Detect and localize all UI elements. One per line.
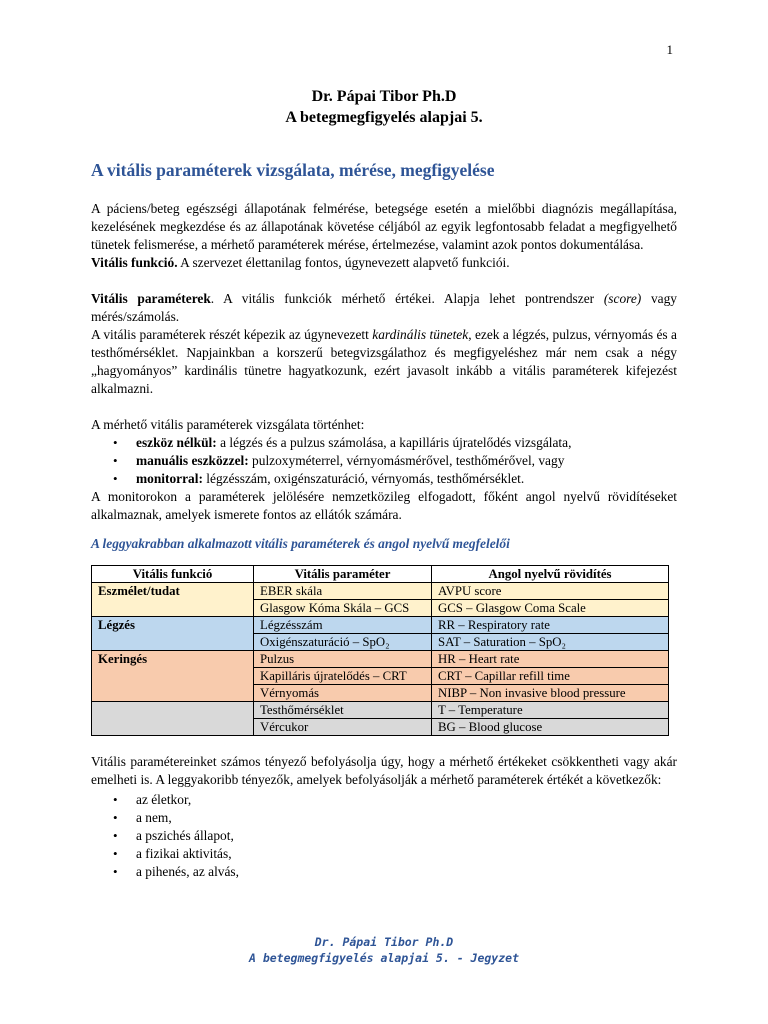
intro-paragraph: A páciens/beteg egészségi állapotának felmérése, betegsége esetén a mielőbbi diagnózis megállapítása, kezelésének megkezdése és az állapotának követése céljából az egyik legfontosabb feladat a megfigyelhető tünetek felismerése, a mérhető paraméterek mérése, értelmezése, valamint azok pontos dokumentálása. [91, 201, 677, 252]
vital-parameters-text-end: vagy mérés/számolás. [91, 291, 678, 324]
parameter-cell: Légzésszám [254, 617, 432, 634]
vital-parameters-text: . A vitális funkciók mérhető értékei. Alapja lehet pontrendszer [210, 291, 604, 306]
list-item: • a fizikai aktivitás, [91, 845, 677, 863]
vital-parameters-table [91, 565, 669, 736]
parameter-cell: Vérnyomás [254, 685, 432, 702]
monitor-abbreviation-paragraph: A monitorokon a paraméterek jelölésére nemzetközileg elfogadott, főként angol nyelvű rövidítéseket alkalmaznak, amelyek ismerete fontos az ellátók számára. [91, 489, 677, 522]
function-cell: Légzés [92, 617, 254, 651]
vital-function-definition [91, 254, 677, 272]
list-item: • a pszichés állapot, [91, 827, 677, 845]
list-item-term: monitorral: [136, 471, 203, 486]
document-title [0, 86, 768, 128]
function-cell: Eszmélet/tudat [92, 583, 254, 617]
parameter-cell: Vércukor [254, 719, 432, 736]
list-item-term: manuális eszközzel: [136, 453, 249, 468]
table-header-cell: Angol nyelvű rövidítés [432, 566, 669, 583]
list-item: • a nem, [91, 809, 677, 827]
list-item: • az életkor, [91, 791, 677, 809]
subject-line: A betegmegfigyelés alapjai 5. [285, 109, 483, 126]
abbreviation-cell: SAT – Saturation – SpO₂ [432, 634, 669, 651]
table-header-cell: Vitális funkció [92, 566, 254, 583]
factors-paragraph: Vitális paramétereinket számos tényező befolyásolja úgy, hogy a mérhető értékeket csökkentheti vagy akár emelheti is. A leggyakoribb tényezők, amelyek befolyásolják a mérhető paraméterek értékét a következők: [91, 754, 677, 787]
measurement-list [91, 434, 677, 488]
abbreviation-cell: GCS – Glasgow Coma Scale [432, 600, 669, 617]
vital-parameters-term: Vitális paraméterek [91, 291, 211, 306]
page-number: 1 [666, 42, 673, 57]
vital-parameters-definition [91, 290, 677, 326]
table-row [92, 583, 669, 600]
table-header-cell: Vitális paraméter [254, 566, 432, 583]
abbreviation-cell: RR – Respiratory rate [432, 617, 669, 634]
cardinal-text-start: A vitális paraméterek részét képezik az úgynevezett [91, 327, 373, 342]
parameter-cell: Glasgow Kóma Skála – GCS [254, 600, 432, 617]
function-cell: Keringés [92, 651, 254, 702]
parameter-cell: Pulzus [254, 651, 432, 668]
footer-title: A betegmegfigyelés alapjai 5. - Jegyzet [248, 951, 520, 965]
factors-list [91, 791, 677, 881]
table-header-row [92, 566, 669, 583]
list-item [91, 434, 677, 452]
parameter-cell: Testhőmérséklet [254, 702, 432, 719]
list-item: • a pihenés, az alvás, [91, 863, 677, 881]
list-item [91, 470, 677, 488]
footer-author: Dr. Pápai Tibor Ph.D [314, 935, 454, 949]
list-item-text: pulzoxyméterrel, vérnyomásmérővel, testhőmérővel, vagy [248, 453, 565, 468]
abbreviation-cell: T – Temperature [432, 702, 669, 719]
section-heading: A vitális paraméterek vizsgálata, mérése, megfigyelése [91, 160, 495, 180]
list-item-text: a légzés és a pulzus számolása, a kapilláris újratelődés vizsgálata, [216, 435, 572, 450]
list-item-term: eszköz nélkül: [136, 435, 217, 450]
document-body [91, 200, 677, 881]
cardinal-symptoms-paragraph [91, 326, 677, 398]
cardinal-symptoms-term: kardinális tünetek [372, 327, 469, 342]
abbreviation-cell: NIBP – Non invasive blood pressure [432, 685, 669, 702]
abbreviation-cell: HR – Heart rate [432, 651, 669, 668]
parameter-cell: Kapilláris újratelődés – CRT [254, 668, 432, 685]
author-line: Dr. Pápai Tibor Ph.D [311, 88, 457, 105]
vital-function-text: A szervezet élettanilag fontos, úgynevezett alapvető funkciói. [177, 255, 510, 270]
vital-function-term: Vitális funkció. [91, 255, 178, 270]
table-row [92, 651, 669, 668]
table-row [92, 702, 669, 719]
function-cell [92, 702, 254, 736]
abbreviation-cell: BG – Blood glucose [432, 719, 669, 736]
list-item-text: légzésszám, oxigénszaturáció, vérnyomás, testhőmérséklet. [202, 471, 525, 486]
table-caption: A leggyakrabban alkalmazott vitális paraméterek és angol nyelvű megfelelői [91, 536, 510, 551]
abbreviation-cell: AVPU score [432, 583, 669, 600]
parameter-cell: EBER skála [254, 583, 432, 600]
cardinal-text-end: , ezek a légzés, pulzus, vérnyomás és a testhőmérséklet. Napjainkban a korszerű betegvizsgálathoz és megfigyeléshez már nem csak a négy „hagyományos” kardinális tünetre hagyatkozunk, ezért javasolt inkább a vitális paraméterek kifejezést alkalmazni. [91, 327, 677, 396]
list-item [91, 452, 677, 470]
score-term: (score) [603, 291, 642, 306]
parameter-cell: Oxigénszaturáció – SpO₂ [254, 634, 432, 651]
measurement-intro: A mérhető vitális paraméterek vizsgálata történhet: [91, 417, 365, 432]
page-footer [0, 934, 768, 966]
abbreviation-cell: CRT – Capillar refill time [432, 668, 669, 685]
table-row [92, 617, 669, 634]
